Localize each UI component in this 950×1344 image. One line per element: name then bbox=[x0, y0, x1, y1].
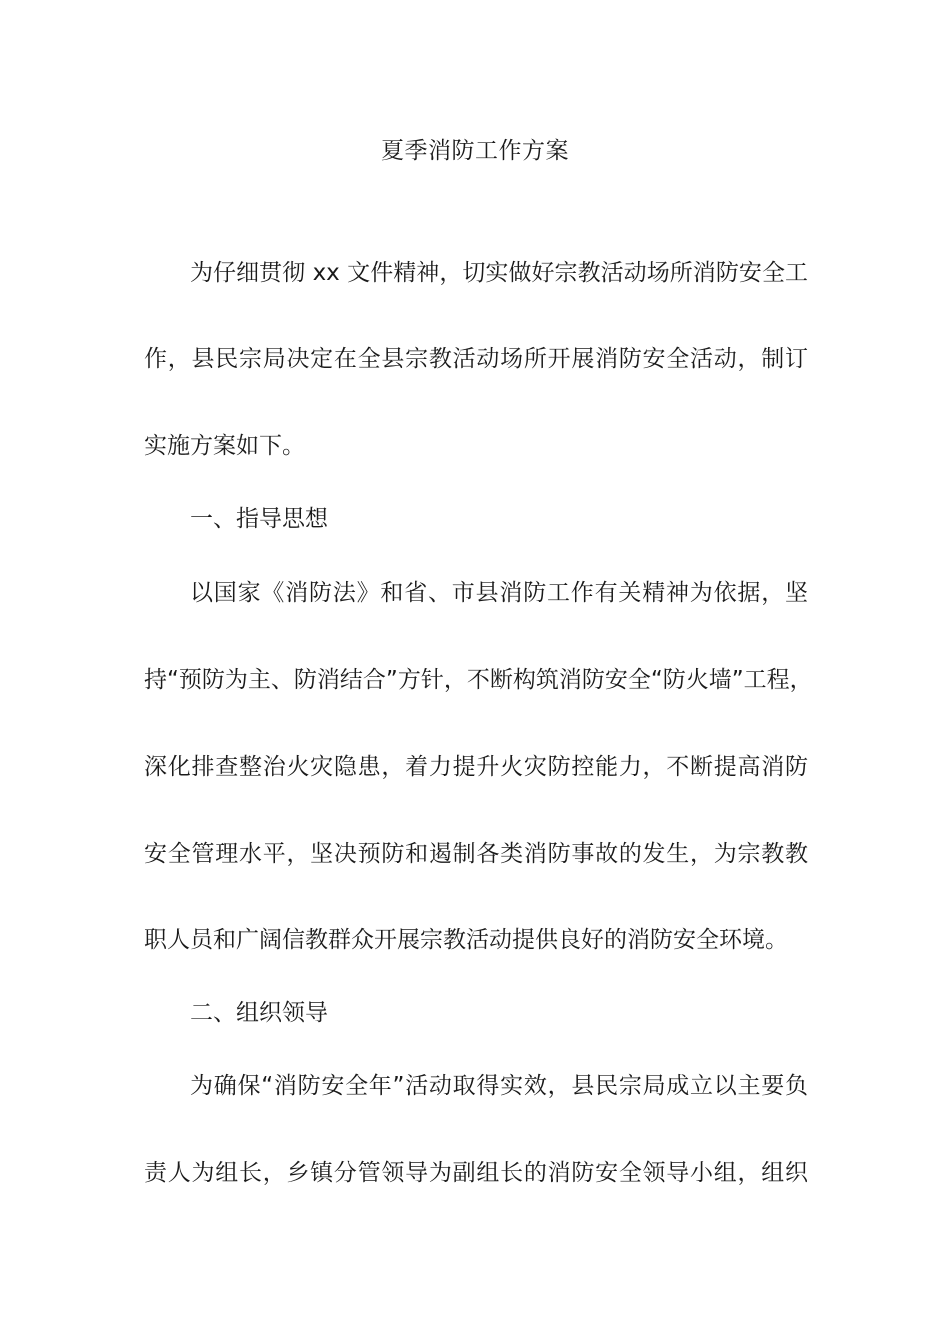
paragraph-3-line-1: 为确保“消防安全年”活动取得实效，县民宗局成立以主要负 bbox=[190, 1073, 808, 1099]
paragraph-1-line-2: 作，县民宗局决定在全县宗教活动场所开展消防安全活动，制订 bbox=[144, 346, 808, 372]
paragraph-1-line-1: 为仔细贯彻 xx 文件精神，切实做好宗教活动场所消防安全工 bbox=[190, 260, 808, 286]
paragraph-3-line-2: 责人为组长，乡镇分管领导为副组长的消防安全领导小组，组织 bbox=[144, 1160, 808, 1186]
paragraph-2-line-2: 持“预防为主、防消结合”方针，不断构筑消防安全“防火墙”工程， bbox=[144, 667, 813, 693]
paragraph-1-line-3: 实施方案如下。 bbox=[144, 433, 305, 459]
paragraph-2-line-3: 深化排查整治火灾隐患，着力提升火灾防控能力，不断提高消防 bbox=[144, 754, 808, 780]
paragraph-2-line-1: 以国家《消防法》和省、市县消防工作有关精神为依据，坚 bbox=[190, 580, 808, 606]
section-heading-2: 二、组织领导 bbox=[190, 1000, 328, 1026]
paragraph-2-line-5: 职人员和广阔信教群众开展宗教活动提供良好的消防安全环境。 bbox=[144, 927, 788, 953]
paragraph-2-line-4: 安全管理水平，坚决预防和遏制各类消防事故的发生，为宗教教 bbox=[144, 841, 808, 867]
section-heading-1: 一、指导思想 bbox=[190, 506, 328, 532]
document-title: 夏季消防工作方案 bbox=[381, 138, 569, 164]
